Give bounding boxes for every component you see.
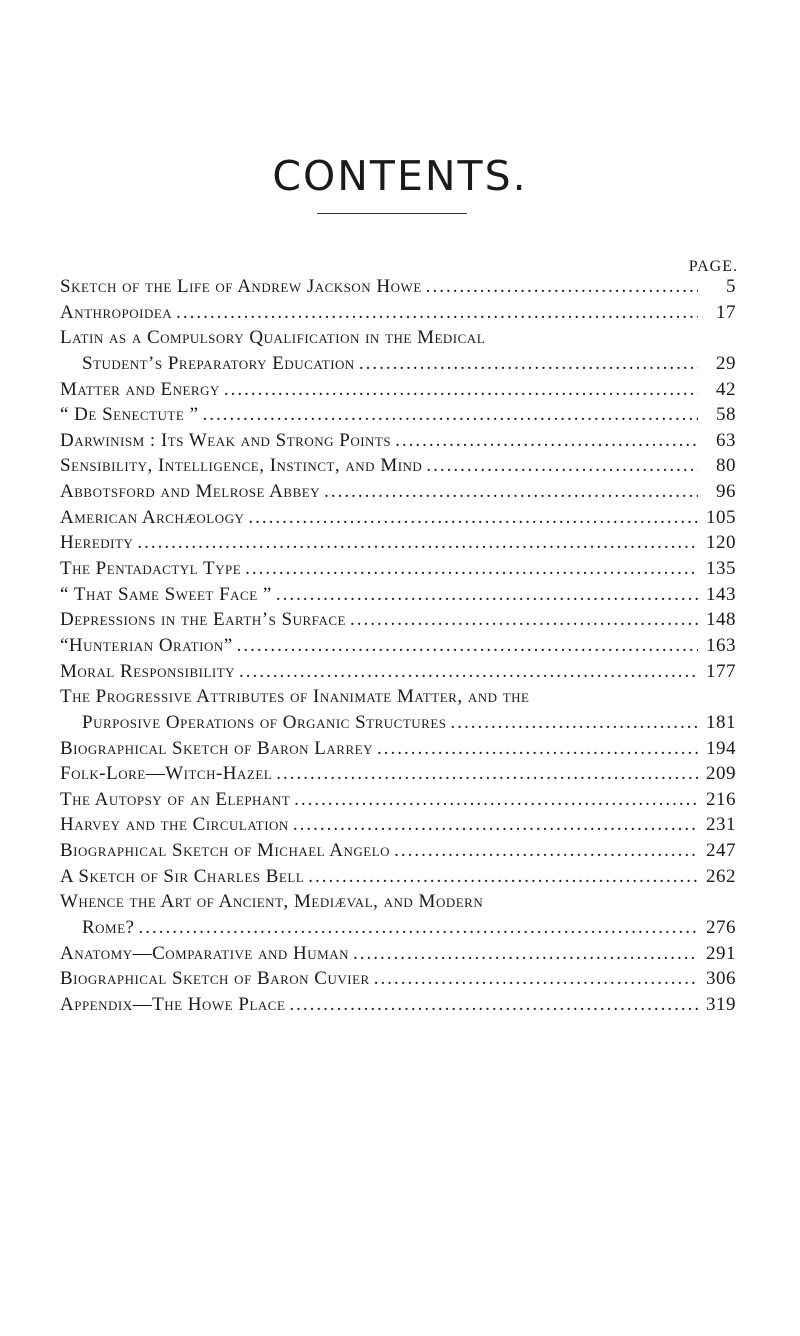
toc-entry-page: 29 — [716, 352, 736, 374]
toc-entry-line — [60, 686, 736, 712]
dot-leader — [224, 379, 698, 401]
toc-entry-line — [60, 789, 736, 815]
toc-entry — [60, 814, 736, 840]
toc-entry-title: Darwinism : Its Weak and Strong Points — [60, 429, 392, 451]
toc-entry-line — [60, 379, 736, 405]
toc-entry-title: “Hunterian Oration” — [60, 634, 233, 656]
toc-entry-page: 216 — [706, 788, 736, 810]
toc-entry-line — [60, 558, 736, 584]
toc-entry-title: Folk-Lore—Witch-Hazel — [60, 763, 273, 785]
dot-leader — [350, 609, 698, 631]
toc-entry-title: Matter and Energy — [60, 378, 220, 400]
toc-entry — [60, 404, 736, 430]
dot-leader — [248, 507, 698, 529]
toc-entry-page: 5 — [726, 276, 736, 297]
toc-entry-line — [60, 481, 736, 507]
dot-leader — [137, 532, 698, 554]
toc-entry-title: Harvey and the Circulation — [60, 814, 289, 836]
toc-entry-page: 80 — [716, 455, 736, 477]
toc-entry-page: 291 — [706, 942, 736, 964]
toc-entry-title: “ That Same Sweet Face ” — [60, 583, 272, 605]
toc-entry-title: Heredity — [60, 532, 134, 554]
toc-entry — [60, 763, 736, 789]
toc-entry-page: 143 — [706, 583, 736, 605]
toc-entry-page: 135 — [706, 558, 736, 580]
toc-entry-title: The Progressive Attributes of Inanimate Matter, and the — [60, 686, 530, 708]
toc-entry-title: Biographical Sketch of Baron Larrey — [60, 737, 373, 759]
toc-entry-line — [60, 814, 736, 840]
toc-entry-page: 177 — [706, 660, 736, 682]
dot-leader — [359, 353, 698, 375]
toc-entry-title: Rome? — [82, 917, 135, 939]
dot-leader — [426, 276, 698, 298]
toc-entry-line — [60, 609, 736, 635]
toc-entry-page: 58 — [716, 404, 736, 426]
toc-entry — [60, 840, 736, 866]
dot-leader — [451, 712, 698, 734]
dot-leader — [276, 763, 698, 785]
dot-leader — [374, 968, 698, 990]
toc-entry-page: 96 — [716, 481, 736, 503]
toc-entry-line — [60, 840, 736, 866]
toc-entry-line — [60, 866, 736, 892]
dot-leader — [324, 481, 698, 503]
toc-entry-title: Moral Responsibility — [60, 660, 236, 682]
toc-entry — [60, 866, 736, 892]
toc-entry — [60, 968, 736, 994]
toc-entry-line — [60, 584, 736, 610]
toc-entry-page: 247 — [706, 840, 736, 862]
toc-entry-title: Biographical Sketch of Baron Cuvier — [60, 968, 370, 990]
dot-leader — [293, 814, 698, 836]
toc-entry — [60, 584, 736, 610]
toc-entry-page: 194 — [706, 737, 736, 759]
dot-leader — [289, 994, 698, 1016]
toc-entry-title: Appendix—The Howe Place — [60, 993, 286, 1015]
toc-entry-line — [60, 712, 736, 738]
toc-entry-title: Sensibility, Intelligence, Instinct, and Mind — [60, 455, 423, 477]
toc-entry — [60, 686, 736, 737]
toc-entry-page: 319 — [706, 993, 736, 1015]
toc-entry-title: Whence the Art of Ancient, Mediæval, and Modern — [60, 891, 484, 913]
dot-leader — [176, 302, 698, 324]
toc-entry-page: 276 — [706, 917, 736, 939]
toc-entry-line — [60, 327, 736, 353]
toc-entry — [60, 558, 736, 584]
toc-entry — [60, 481, 736, 507]
dot-leader — [237, 635, 698, 657]
page-title: CONTENTS. — [272, 152, 528, 200]
dot-leader — [308, 866, 698, 888]
toc-entry-title: Biographical Sketch of Michael Angelo — [60, 840, 391, 862]
toc-entry-page: 163 — [706, 634, 736, 656]
toc-entry-line — [60, 353, 736, 379]
toc-entry — [60, 302, 736, 328]
dot-leader — [239, 661, 698, 683]
toc-entry — [60, 327, 736, 378]
toc-entry-title: The Autopsy of an Elephant — [60, 788, 291, 810]
toc-entry — [60, 943, 736, 969]
toc-entry — [60, 455, 736, 481]
dot-leader — [276, 584, 698, 606]
title-divider — [317, 213, 467, 214]
dot-leader — [377, 738, 698, 760]
toc-entry-line — [60, 635, 736, 661]
toc-entry — [60, 661, 736, 687]
toc-entry-title: Abbotsford and Melrose Abbey — [60, 481, 321, 503]
dot-leader — [139, 917, 699, 939]
toc-entry-page: 17 — [716, 301, 736, 323]
dot-leader — [395, 430, 698, 452]
toc-entry — [60, 276, 736, 302]
toc-entry — [60, 738, 736, 764]
toc-entry-page: 63 — [716, 429, 736, 451]
toc-entry-line — [60, 661, 736, 687]
toc-entry-line — [60, 532, 736, 558]
table-of-contents — [60, 276, 736, 1020]
toc-entry-page: 231 — [706, 814, 736, 836]
toc-entry-page: 262 — [706, 865, 736, 887]
toc-entry-line — [60, 738, 736, 764]
toc-entry-line — [60, 994, 736, 1020]
dot-leader — [203, 404, 699, 426]
toc-entry-line — [60, 455, 736, 481]
toc-entry-title: Sketch of the Life of Andrew Jackson Howe — [60, 276, 422, 297]
toc-entry-title: Anthropoidea — [60, 301, 173, 323]
toc-entry-page: 105 — [706, 506, 736, 528]
toc-entry-line — [60, 276, 736, 302]
dot-leader — [245, 558, 698, 580]
toc-entry-title: The Pentadactyl Type — [60, 558, 242, 580]
toc-entry-title: American Archæology — [60, 506, 245, 528]
toc-entry — [60, 532, 736, 558]
toc-entry-title: “ De Senectute ” — [60, 404, 199, 426]
toc-entry-page: 42 — [716, 378, 736, 400]
toc-entry — [60, 507, 736, 533]
dot-leader — [294, 789, 698, 811]
toc-entry-line — [60, 917, 736, 943]
dot-leader — [426, 455, 698, 477]
toc-entry — [60, 994, 736, 1020]
toc-entry-title: Purposive Operations of Organic Structures — [82, 711, 447, 733]
toc-entry-page: 148 — [706, 609, 736, 631]
toc-entry-line — [60, 302, 736, 328]
toc-entry-page: 209 — [706, 763, 736, 785]
dot-leader — [394, 840, 698, 862]
toc-entry-line — [60, 404, 736, 430]
toc-entry — [60, 430, 736, 456]
toc-entry-title: Latin as a Compulsory Qualification in the Medical — [60, 327, 486, 349]
toc-entry-line — [60, 507, 736, 533]
toc-entry-page: 306 — [706, 968, 736, 990]
dot-leader — [353, 943, 698, 965]
toc-entry — [60, 635, 736, 661]
toc-entry — [60, 891, 736, 942]
toc-entry-line — [60, 968, 736, 994]
page-column-header: PAGE. — [688, 258, 738, 275]
toc-entry-page: 181 — [706, 711, 736, 733]
toc-entry-line — [60, 763, 736, 789]
toc-entry-line — [60, 430, 736, 456]
toc-entry-title: A Sketch of Sir Charles Bell — [60, 865, 305, 887]
toc-entry-line — [60, 943, 736, 969]
toc-entry-title: Student’s Preparatory Education — [82, 352, 355, 374]
toc-entry-line — [60, 891, 736, 917]
toc-entry-title: Depressions in the Earth’s Surface — [60, 609, 346, 631]
toc-entry — [60, 609, 736, 635]
toc-entry — [60, 789, 736, 815]
toc-entry-page: 120 — [706, 532, 736, 554]
toc-entry — [60, 379, 736, 405]
toc-entry-title: Anatomy—Comparative and Human — [60, 942, 349, 964]
